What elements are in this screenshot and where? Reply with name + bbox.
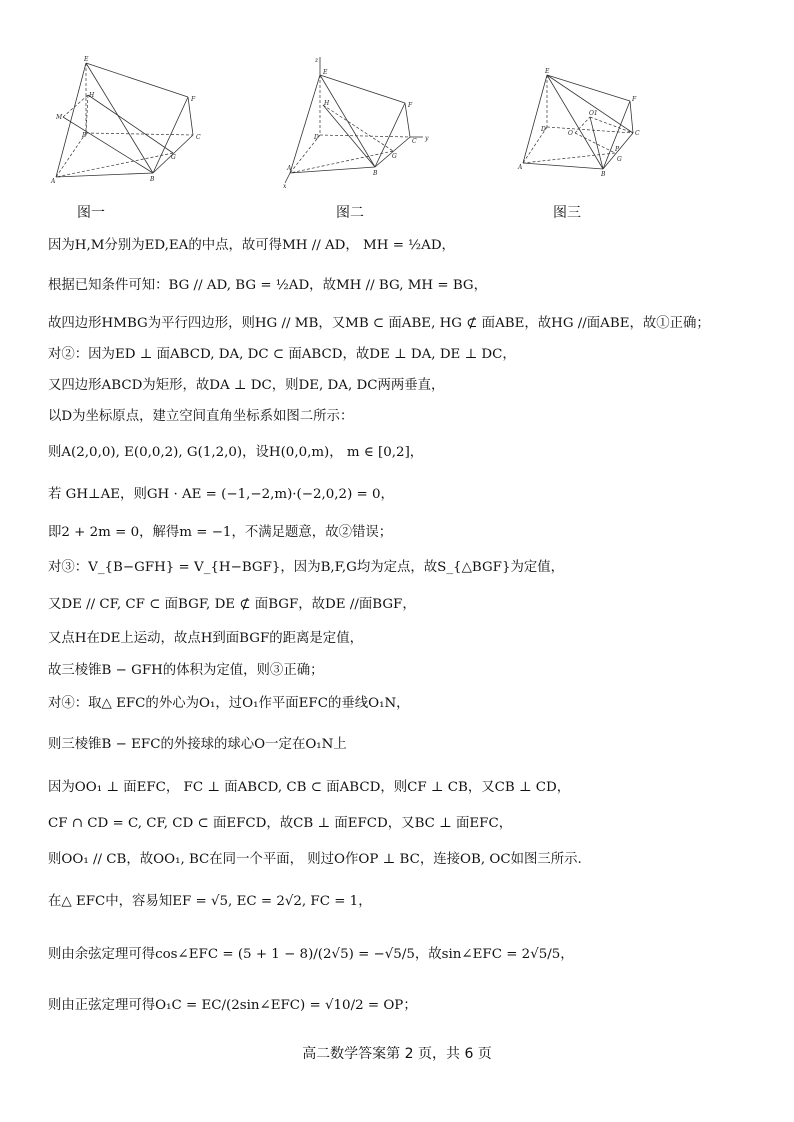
- figure-2-label: H: [324, 100, 330, 107]
- figure-2-caption: 图二: [336, 205, 364, 221]
- figure-2-label: F: [408, 102, 413, 109]
- text-line: 对②：因为ED ⊥ 面ABCD, DA, DC ⊂ 面ABCD，故DE ⊥ DA, DE ⊥ DC，: [48, 347, 516, 362]
- figure-1-label: E: [84, 56, 89, 63]
- figure-1-label: B: [150, 176, 155, 183]
- figure-2-label: A: [287, 165, 292, 172]
- figure-3-label: C: [635, 130, 640, 137]
- figure-2-label: x: [283, 183, 287, 190]
- page-footer: 高二数学答案第 2 页，共 6 页: [302, 1046, 492, 1062]
- figure-3-label: G: [617, 156, 622, 163]
- figure-2-label: z: [315, 57, 319, 64]
- text-line: 对④：取△ EFC的外心为O₁，过O₁作平面EFC的垂线O₁N，: [48, 696, 410, 711]
- figure-3: [515, 65, 645, 180]
- figure-2-label: C: [412, 138, 417, 145]
- text-line: 根据已知条件可知：BG // AD, BG = ½AD，故MH // BG, MH = BG，: [48, 278, 488, 293]
- figure-3-label: O: [568, 130, 573, 137]
- text-line: 则由余弦定理可得cos∠EFC = (5 + 1 − 8)/(2√5) = −√5/5，故sin∠EFC = 2√5/5，: [48, 947, 574, 962]
- text-line: 对③：V_{B−GFH} = V_{H−BGF}，因为B,F,G均为定点，故S_{△BGF}为定值，: [48, 560, 565, 575]
- text-line: 因为OO₁ ⊥ 面EFC， FC ⊥ 面ABCD, CB ⊂ 面ABCD，则CF ⊥ CB，又CB ⊥ CD，: [48, 780, 571, 795]
- figure-1-caption: 图一: [77, 205, 105, 221]
- text-line: 故三棱锥B − GFH的体积为定值，则③正确；: [48, 663, 324, 678]
- figure-1-diagram: [48, 55, 218, 185]
- text-line: 则三棱锥B − EFC的外接球的球心O一定在O₁N上: [48, 737, 347, 752]
- figure-1-label: G: [171, 154, 176, 161]
- figure-2-diagram: [275, 55, 435, 190]
- figure-1: [48, 55, 218, 185]
- text-line: 因为H,M分别为ED,EA的中点，故可得MH // AD， MH = ½AD，: [48, 238, 455, 253]
- figure-3-label: A: [518, 164, 523, 171]
- figure-3-label: P: [615, 146, 620, 153]
- text-line: 在△ EFC中，容易知EF = √5, EC = 2√2, FC = 1，: [48, 894, 372, 909]
- text-line: 故四边形HMBG为平行四边形，则HG // MB，又MB ⊂ 面ABE, HG ⊄ 面ABE，故HG //面ABE，故①正确；: [48, 316, 710, 331]
- figure-3-caption: 图三: [553, 205, 581, 221]
- text-line: 则OO₁ // CB，故OO₁, BC在同一个平面， 则过O作OP ⊥ BC，连接OB, OC如图三所示.: [48, 852, 582, 867]
- text-line: 若 GH⊥AE，则GH · AE = (−1,−2,m)·(−2,0,2) = 0，: [48, 487, 394, 502]
- figure-1-label: C: [196, 134, 201, 141]
- figure-1-label: D: [82, 132, 87, 139]
- figure-2-label: B: [373, 170, 378, 177]
- figure-1-label: A: [51, 178, 56, 185]
- text-line: 又DE // CF, CF ⊂ 面BGF, DE ⊄ 面BGF，故DE //面BGF，: [48, 597, 416, 612]
- figure-3-label: F: [632, 96, 637, 103]
- figure-2: [275, 55, 435, 190]
- figure-3-label: O1: [589, 110, 598, 117]
- figure-3-label: B: [601, 171, 606, 178]
- figure-1-label: M: [56, 114, 63, 121]
- figure-3-label: E: [545, 68, 550, 75]
- text-line: 以D为坐标原点，建立空间直角坐标系如图二所示：: [48, 409, 354, 424]
- figure-3-label: D: [541, 126, 546, 133]
- text-line: 则由正弦定理可得O₁C = EC/(2sin∠EFC) = √10/2 = OP；: [48, 998, 417, 1013]
- text-line: 又点H在DE上运动，故点H到面BGF的距离是定值，: [48, 631, 363, 646]
- text-line: 又四边形ABCD为矩形，故DA ⊥ DC，则DE, DA, DC两两垂直，: [48, 378, 445, 393]
- figure-1-label: F: [191, 96, 196, 103]
- figure-2-label: G: [392, 153, 397, 160]
- figure-2-label: D: [314, 134, 319, 141]
- figure-2-label: E: [323, 69, 328, 76]
- figure-1-label: H: [89, 92, 95, 99]
- figure-3-diagram: [515, 65, 645, 180]
- text-line: 则A(2,0,0), E(0,0,2), G(1,2,0)，设H(0,0,m)， m ∈ [0,2]，: [48, 445, 424, 460]
- figure-2-label: y: [425, 135, 429, 142]
- text-line: CF ∩ CD = C, CF, CD ⊂ 面EFCD，故CB ⊥ 面EFCD，又BC ⊥ 面EFC，: [48, 816, 513, 831]
- text-line: 即2 + 2m = 0，解得m = −1，不满足题意，故②错误；: [48, 525, 393, 540]
